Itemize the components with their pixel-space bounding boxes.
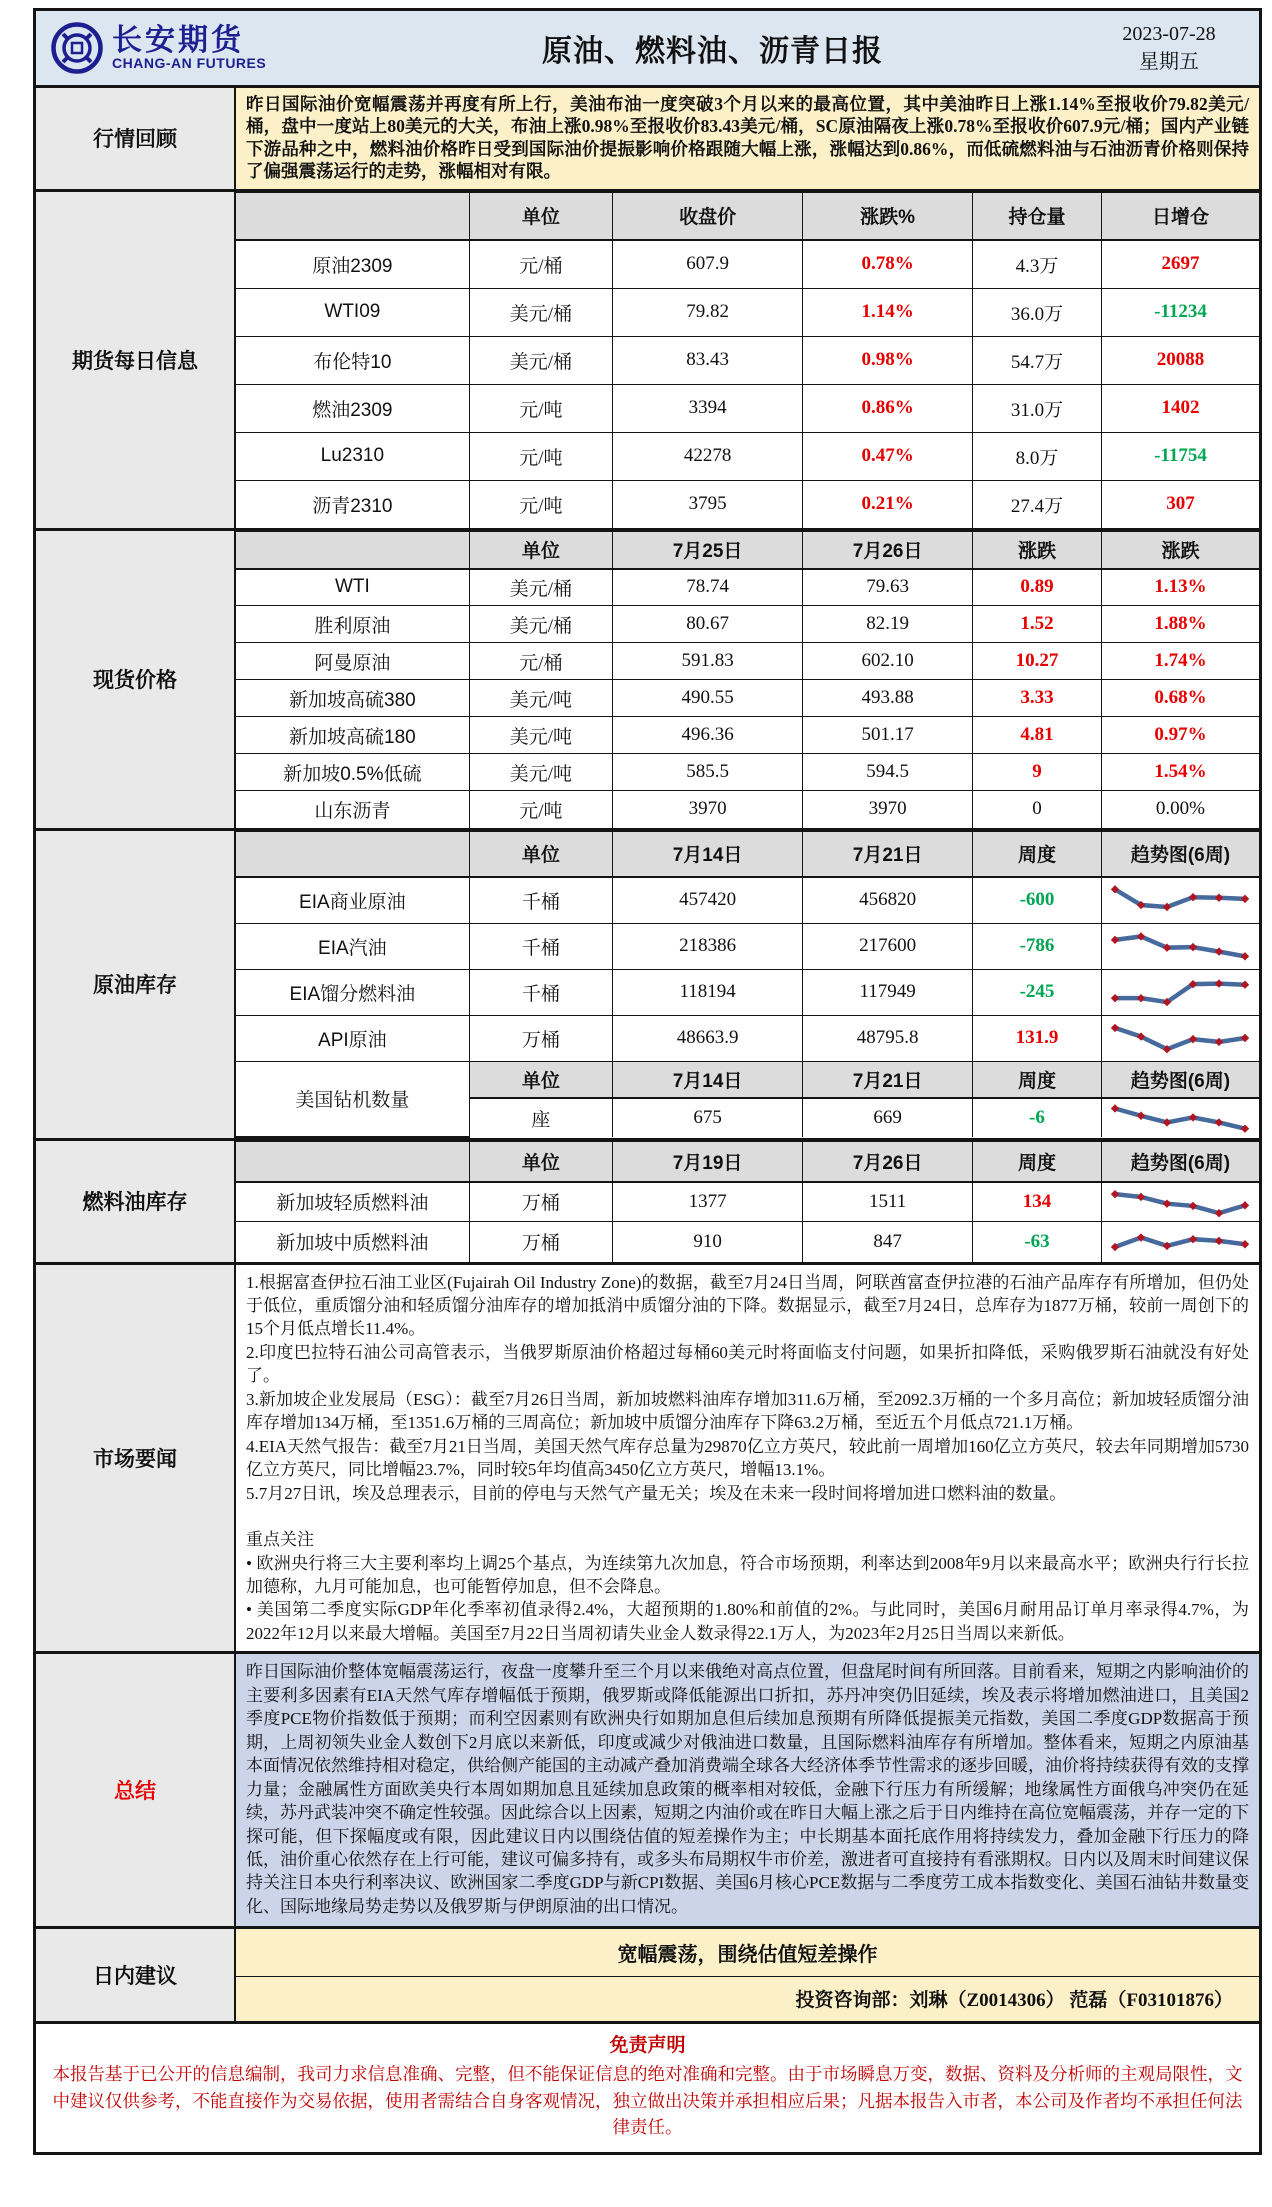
header-cell: 单位 (469, 831, 612, 877)
header-cell (236, 532, 469, 569)
header-cell (236, 831, 469, 877)
data-cell: 79.82 (612, 288, 802, 336)
logo-name-en: CHANG-AN FUTURES (112, 55, 267, 72)
data-cell: 218386 (612, 923, 802, 969)
table-row (236, 569, 1259, 606)
header-cell: 持仓量 (973, 192, 1102, 240)
section-market-review (36, 85, 1259, 189)
trend-cell (1101, 1015, 1259, 1061)
trend-sparkline (1105, 1183, 1255, 1221)
data-cell: 79.63 (803, 569, 973, 606)
data-cell: 千桶 (469, 969, 612, 1015)
data-cell: 594.5 (803, 754, 973, 791)
data-cell: -11234 (1101, 288, 1259, 336)
logo-text (112, 25, 266, 71)
data-cell: 27.4万 (973, 480, 1102, 528)
data-cell: 457420 (612, 877, 802, 923)
company-logo (36, 21, 336, 75)
trend-cell (1101, 923, 1259, 969)
data-cell: 456820 (803, 877, 973, 923)
table-row (236, 240, 1259, 288)
data-cell: 元/桶 (469, 643, 612, 680)
data-cell: 3.33 (973, 680, 1102, 717)
data-cell: 1.54% (1101, 754, 1259, 791)
data-cell: 美元/桶 (469, 569, 612, 606)
data-cell: 元/吨 (469, 384, 612, 432)
section-label-crude-inv: 原油库存 (36, 831, 236, 1139)
data-cell: 3970 (612, 791, 802, 828)
data-cell: 美元/吨 (469, 717, 612, 754)
row-label: 胜利原油 (236, 606, 469, 643)
data-cell: 美元/桶 (469, 336, 612, 384)
summary-text: 昨日国际油价整体宽幅震荡运行，夜盘一度攀升至三个月以来俄绝对高点位置，但盘尾时间有所回落。目前看来，短期之内影响油价的主要利多因素有EIA天然气库存增幅低于预期，俄罗斯或降低能源出口折扣，苏丹冲突仍旧延续，埃及表示将增加燃油进口，且美国2季度PCE物价指数低于预期；而利空因素则有欧洲央行如期加息但后续加息预期有所降低提振美元指数，美国二季度GDP数据高于预期，上周初领失业金人数创下2月底以来新低，印度或减少对俄油进口数量，且国际燃料油库存有所增加。整体看来，短期之内原油基本面情况依然维持相对稳定，供给侧产能国的主动减产叠加消费端全球各大经济体季节性需求的逐步回暖，油价将持续获得有效的支撑力量；金融属性方面欧美央行本周如期加息且延续加息政策的概率相对较低，金融下行压力有所缓解；地缘属性方面俄乌冲突仍在延续，苏丹武装冲突不确定性较强。因此综合以上因素，短期之内油价或在昨日大幅上涨之后于日内维持在高位宽幅震荡，并存一定的下探可能，但下探幅度或有限，因此建议日内以围绕估值的短差操作为主；中长期基本面托底作用将持续发力，叠加金融下行压力的降低，油价重心依然存在上行可能，建议可偏多持有，或多头布局期权牛市价差，激进者可直接持有看涨期权。日内以及周末时间建议保持关注日本央行利率决议、欧洲国家二季度GDP与新CPI数据、美国6月核心PCE数据与二季度劳工成本指数变化、美国石油钻井数量变化、国际地缘局势走势以及俄罗斯与伊朗原油的出口情况。 (236, 1654, 1259, 1926)
data-cell: 万桶 (469, 1015, 612, 1061)
review-text: 昨日国际油价宽幅震荡并再度有所上行，美油布油一度突破3个月以来的最高位置，其中美油昨日上涨1.14%至报收价79.82美元/桶，盘中一度站上80美元的大关，布油上涨0.98%至报收价83.43美元/桶，SC原油隔夜上涨0.78%至报收价607.9元/桶；国内产业链下游品种之中，燃料油价格昨日受到国际油价提振影响价格跟随大幅上涨，涨幅达到0.86%，而低硫燃料油与石油沥青价格则保持了偏强震荡运行的走势，涨幅相对有限。 (236, 88, 1259, 189)
data-cell: 42278 (612, 432, 802, 480)
trend-sparkline (1105, 1223, 1255, 1261)
trend-sparkline (1105, 1099, 1255, 1137)
header-cell: 周度 (973, 831, 1102, 877)
data-cell: 千桶 (469, 923, 612, 969)
logo-name-cn: 长安期货 (112, 23, 244, 57)
data-cell: 1.14% (803, 288, 973, 336)
data-cell: 千桶 (469, 877, 612, 923)
news-paragraph: 5.7月27日讯，埃及总理表示，目前的停电与天然气产量无关；埃及在未来一段时间将增加进口燃料油的数量。 (246, 1483, 1067, 1503)
row-label: 新加坡高硫180 (236, 717, 469, 754)
header-cell: 7月14日 (612, 1061, 802, 1098)
data-cell: -11754 (1101, 432, 1259, 480)
data-cell: 607.9 (612, 240, 802, 288)
advisors-line: 投资咨询部：刘琳（Z0014306） 范磊（F03101876） (236, 1977, 1259, 2021)
data-cell: 54.7万 (973, 336, 1102, 384)
data-cell: 10.27 (973, 643, 1102, 680)
row-label: EIA馏分燃料油 (236, 969, 469, 1015)
table-row (236, 288, 1259, 336)
data-cell: 元/桶 (469, 240, 612, 288)
data-cell: 307 (1101, 480, 1259, 528)
data-cell: 48795.8 (803, 1015, 973, 1061)
header-cell: 单位 (469, 1142, 612, 1182)
table-row (236, 680, 1259, 717)
header-cell: 日增仓 (1101, 192, 1259, 240)
data-cell: 美元/桶 (469, 288, 612, 336)
row-label: WTI09 (236, 288, 469, 336)
data-cell: 669 (803, 1098, 973, 1137)
section-daily-advice (36, 1926, 1259, 2021)
disclaimer-block (36, 2021, 1259, 2152)
data-cell: 78.74 (612, 569, 802, 606)
data-cell: 0.98% (803, 336, 973, 384)
data-cell: 83.43 (612, 336, 802, 384)
section-spot-prices (36, 528, 1259, 828)
data-cell: 118194 (612, 969, 802, 1015)
table-row (236, 754, 1259, 791)
table-row (236, 384, 1259, 432)
data-cell: 3394 (612, 384, 802, 432)
header-cell: 单位 (469, 1061, 612, 1098)
data-cell: 82.19 (803, 606, 973, 643)
advice-block (236, 1929, 1259, 2021)
data-cell: 1.74% (1101, 643, 1259, 680)
table-row (236, 480, 1259, 528)
data-cell: 591.83 (612, 643, 802, 680)
news-paragraph: 1.根据富查伊拉石油工业区(Fujairah Oil Industry Zone)的数据，截至7月24日当周，阿联酋富查伊拉港的石油产品库存有所增加，但仍处于低位，重质馏分油和轻质馏分油库存的增加抵消中质馏分油的下降。数据显示，截至7月24日，总库存为1877万桶，较前一周创下的15个月低点增长11.4%。 (246, 1272, 1249, 1339)
section-summary (36, 1651, 1259, 1926)
news-text-block (236, 1265, 1259, 1652)
data-cell: 0.89 (973, 569, 1102, 606)
table-row (236, 606, 1259, 643)
header-cell: 趋势图(6周) (1101, 831, 1259, 877)
table-header-row (236, 532, 1259, 569)
data-cell: 1.52 (973, 606, 1102, 643)
table-header-row (236, 192, 1259, 240)
data-cell: 217600 (803, 923, 973, 969)
header-cell: 趋势图(6周) (1101, 1142, 1259, 1182)
data-cell: 1511 (803, 1182, 973, 1222)
row-label: 沥青2310 (236, 480, 469, 528)
data-cell: 1377 (612, 1182, 802, 1222)
table-header-row (236, 1061, 1259, 1098)
spot-table-wrap (236, 531, 1259, 828)
data-cell: -245 (973, 969, 1102, 1015)
data-cell: 493.88 (803, 680, 973, 717)
data-cell: 2697 (1101, 240, 1259, 288)
data-cell: 0.78% (803, 240, 973, 288)
table-row (236, 1222, 1259, 1262)
data-cell: 0.68% (1101, 680, 1259, 717)
data-cell: 1.13% (1101, 569, 1259, 606)
data-cell: 1402 (1101, 384, 1259, 432)
data-cell: 585.5 (612, 754, 802, 791)
row-label: 美国钻机数量 (236, 1061, 469, 1137)
report-date (1089, 20, 1259, 76)
data-cell: 3795 (612, 480, 802, 528)
header-cell: 7月26日 (803, 532, 973, 569)
table-row (236, 1015, 1259, 1061)
data-cell: 0.47% (803, 432, 973, 480)
row-label: EIA汽油 (236, 923, 469, 969)
trend-sparkline (1105, 973, 1255, 1011)
row-label: 新加坡轻质燃料油 (236, 1182, 469, 1222)
trend-cell (1101, 969, 1259, 1015)
data-cell: 31.0万 (973, 384, 1102, 432)
header-cell: 7月21日 (803, 831, 973, 877)
row-label: 山东沥青 (236, 791, 469, 828)
header-cell: 7月25日 (612, 532, 802, 569)
page-title: 原油、燃料油、沥青日报 (542, 35, 883, 68)
header-cell: 周度 (973, 1142, 1102, 1182)
data-cell: 3970 (803, 791, 973, 828)
focus-title: 重点关注 (246, 1530, 314, 1550)
trend-sparkline (1105, 1019, 1255, 1057)
table-row (236, 877, 1259, 923)
data-cell: 美元/吨 (469, 680, 612, 717)
trend-sparkline (1105, 881, 1255, 919)
section-label-futures: 期货每日信息 (36, 192, 236, 529)
data-cell: -63 (973, 1222, 1102, 1262)
table-row (236, 923, 1259, 969)
coin-logo-icon (50, 21, 104, 75)
spot-table (236, 531, 1259, 828)
crude-inventory-table (236, 831, 1259, 1139)
header-cell (236, 192, 469, 240)
header-cell: 收盘价 (612, 192, 802, 240)
header-cell: 7月26日 (803, 1142, 973, 1182)
table-header-row (236, 1142, 1259, 1182)
header-cell: 趋势图(6周) (1101, 1061, 1259, 1098)
row-label: 燃油2309 (236, 384, 469, 432)
data-cell: 0.97% (1101, 717, 1259, 754)
row-label: 新加坡中质燃料油 (236, 1222, 469, 1262)
data-cell: 48663.9 (612, 1015, 802, 1061)
focus-item: • 欧洲央行将三大主要利率均上调25个基点，为连续第九次加息，符合市场预期，利率达到2008年9月以来最高水平；欧洲央行行长拉加德称，九月可能加息，也可能暂停加息，但不会降息。 (246, 1553, 1249, 1596)
advice-line: 宽幅震荡，围绕估值短差操作 (236, 1929, 1259, 1977)
data-cell: 美元/吨 (469, 754, 612, 791)
fuel-table-wrap (236, 1141, 1259, 1262)
header-cell: 涨跌 (973, 532, 1102, 569)
data-cell: 座 (469, 1098, 612, 1137)
data-cell: 9 (973, 754, 1102, 791)
data-cell: 0.86% (803, 384, 973, 432)
header-cell: 周度 (973, 1061, 1102, 1098)
row-label: 布伦特10 (236, 336, 469, 384)
data-cell: 1.88% (1101, 606, 1259, 643)
fuel-inventory-table (236, 1141, 1259, 1262)
data-cell: 20088 (1101, 336, 1259, 384)
data-cell: 910 (612, 1222, 802, 1262)
disclaimer-text: 本报告基于已公开的信息编制，我司力求信息准确、完整，但不能保证信息的绝对准确和完整。由于市场瞬息万变，数据、资料及分析师的主观局限性，文中建议仅供参考，不能直接作为交易依据，使用者需结合自身客观情况，独立做出决策并承担相应后果；凡据本报告入市者，本公司及作者均不承担任何法律责任。 (52, 2064, 1243, 2137)
section-crude-inventory (36, 828, 1259, 1139)
data-cell: 0.00% (1101, 791, 1259, 828)
trend-cell (1101, 1222, 1259, 1262)
section-futures-daily (36, 189, 1259, 529)
data-cell: 490.55 (612, 680, 802, 717)
header-cell: 单位 (469, 192, 612, 240)
row-label: 阿曼原油 (236, 643, 469, 680)
data-cell: 元/吨 (469, 791, 612, 828)
trend-cell (1101, 877, 1259, 923)
data-cell: 847 (803, 1222, 973, 1262)
section-fuel-inventory (36, 1138, 1259, 1262)
data-cell: 496.36 (612, 717, 802, 754)
row-label: EIA商业原油 (236, 877, 469, 923)
section-label-summary: 总结 (36, 1654, 236, 1926)
table-row (236, 969, 1259, 1015)
data-cell: 4.81 (973, 717, 1102, 754)
trend-cell (1101, 1098, 1259, 1137)
data-cell: -6 (973, 1098, 1102, 1137)
row-label: 新加坡高硫380 (236, 680, 469, 717)
news-paragraph: 3.新加坡企业发展局（ESG）：截至7月26日当周，新加坡燃料油库存增加311.6万桶，至2092.3万桶的一个多月高位；新加坡轻质馏分油库存增加134万桶，至1351.6万桶的三周高位；新加坡中质馏分油库存下降63.2万桶，至近五个月低点721.1万桶。 (246, 1389, 1249, 1433)
data-cell: 8.0万 (973, 432, 1102, 480)
news-paragraph: 4.EIA天然气报告：截至7月21日当周，美国天然气库存总量为29870亿立方英尺，较此前一周增加160亿立方英尺，较去年同期增加5730亿立方英尺，同比增幅23.7%，同时较5年均值高3450亿立方英尺，增幅13.1%。 (246, 1436, 1249, 1480)
row-label: Lu2310 (236, 432, 469, 480)
header-cell: 单位 (469, 532, 612, 569)
header-cell: 7月19日 (612, 1142, 802, 1182)
trend-sparkline (1105, 927, 1255, 965)
table-row (236, 717, 1259, 754)
section-market-news (36, 1262, 1259, 1652)
row-label: 新加坡0.5%低硫 (236, 754, 469, 791)
report-header (36, 11, 1259, 85)
data-cell: 元/吨 (469, 432, 612, 480)
header-cell (236, 1142, 469, 1182)
section-label-news: 市场要闻 (36, 1265, 236, 1652)
focus-item: • 美国第二季度实际GDP年化季率初值录得2.4%，大超预期的1.80%和前值的2%。与此同时，美国6月耐用品订单月率录得4.7%，为2022年12月以来最大增幅。美国至7月22日当周初请失业金人数录得22.1万人，为2023年2月25日当周以来新低。 (246, 1600, 1249, 1643)
section-label-spot: 现货价格 (36, 531, 236, 828)
data-cell: 602.10 (803, 643, 973, 680)
header-cell: 7月21日 (803, 1061, 973, 1098)
section-label-advice: 日内建议 (36, 1929, 236, 2021)
header-cell: 涨跌 (1101, 532, 1259, 569)
table-row (236, 791, 1259, 828)
table-row (236, 432, 1259, 480)
table-row (236, 1182, 1259, 1222)
futures-table-wrap (236, 192, 1259, 529)
row-label: 原油2309 (236, 240, 469, 288)
data-cell: 117949 (803, 969, 973, 1015)
row-label: WTI (236, 569, 469, 606)
data-cell: 131.9 (973, 1015, 1102, 1061)
weekday-value: 星期五 (1139, 51, 1199, 73)
data-cell: 美元/桶 (469, 606, 612, 643)
section-label-fuel-inv: 燃料油库存 (36, 1141, 236, 1262)
date-value: 2023-07-28 (1122, 23, 1216, 45)
spacer (246, 1505, 1249, 1528)
trend-cell (1101, 1182, 1259, 1222)
section-label-review: 行情回顾 (36, 88, 236, 189)
table-row (236, 643, 1259, 680)
table-row (236, 336, 1259, 384)
data-cell: 501.17 (803, 717, 973, 754)
row-label: API原油 (236, 1015, 469, 1061)
crude-table-wrap (236, 831, 1259, 1139)
data-cell: 0 (973, 791, 1102, 828)
futures-table (236, 192, 1259, 529)
data-cell: 万桶 (469, 1222, 612, 1262)
news-paragraph: 2.印度巴拉特石油公司高管表示，当俄罗斯原油价格超过每桶60美元时将面临支付问题，如果折扣降低，采购俄罗斯石油就没有好处了。 (246, 1342, 1249, 1386)
data-cell: -786 (973, 923, 1102, 969)
data-cell: -600 (973, 877, 1102, 923)
disclaimer-title: 免责声明 (609, 2035, 686, 2057)
header-cell: 7月14日 (612, 831, 802, 877)
data-cell: 675 (612, 1098, 802, 1137)
data-cell: 万桶 (469, 1182, 612, 1222)
data-cell: 36.0万 (973, 288, 1102, 336)
data-cell: 4.3万 (973, 240, 1102, 288)
table-header-row (236, 831, 1259, 877)
data-cell: 元/吨 (469, 480, 612, 528)
header-cell: 涨跌% (803, 192, 973, 240)
data-cell: 134 (973, 1182, 1102, 1222)
daily-report (33, 8, 1262, 2155)
data-cell: 0.21% (803, 480, 973, 528)
data-cell: 80.67 (612, 606, 802, 643)
